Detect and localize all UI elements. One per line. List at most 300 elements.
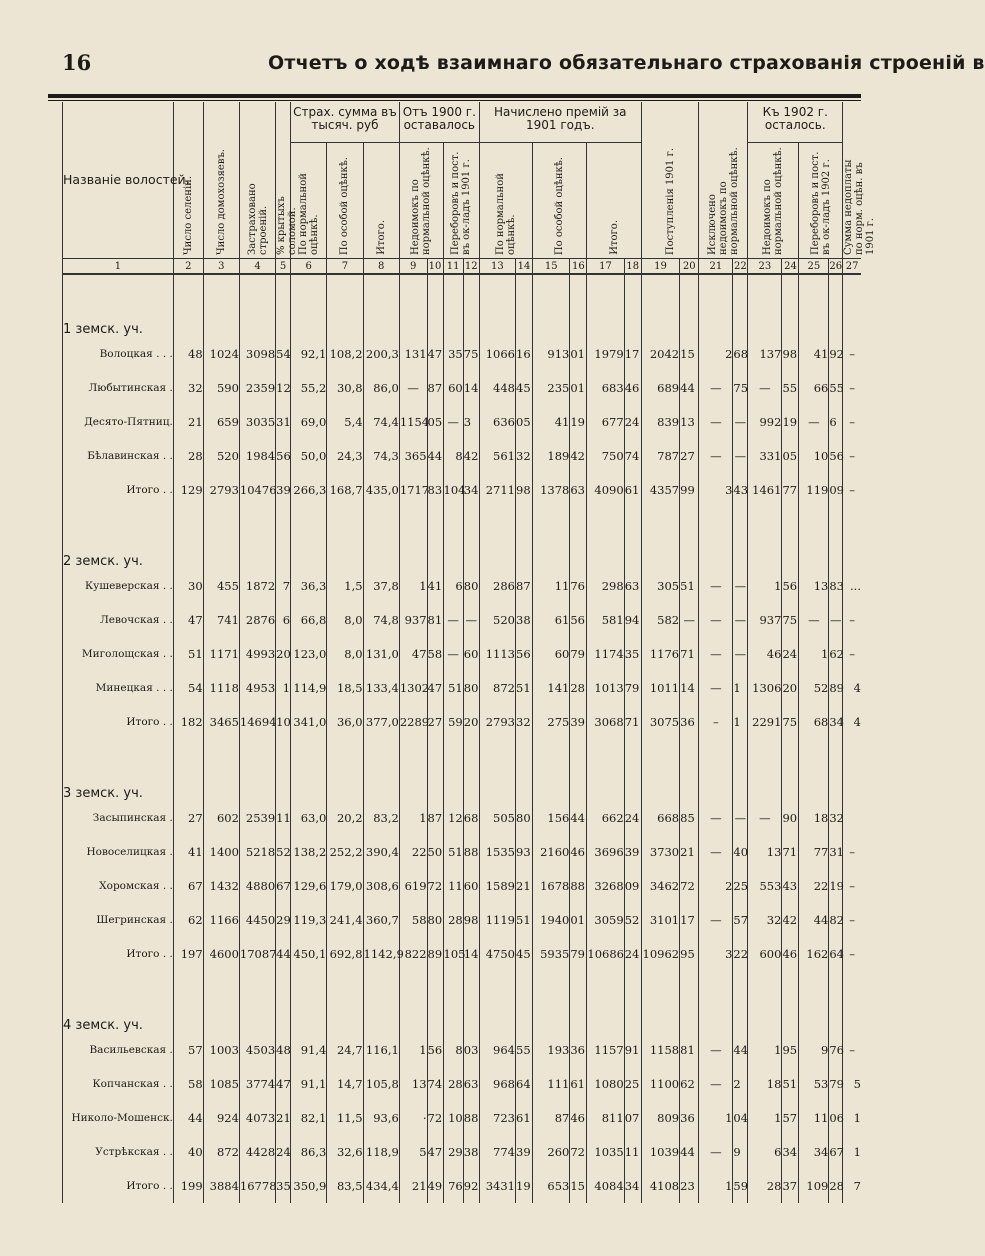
table-cell: 57 bbox=[782, 1101, 799, 1135]
table-cell: 57 bbox=[173, 1033, 203, 1067]
table-cell: 71 bbox=[782, 835, 799, 869]
empty-cell bbox=[479, 274, 515, 337]
table-cell: 66,8 bbox=[291, 603, 327, 637]
column-number: 15 bbox=[533, 259, 570, 275]
empty-cell bbox=[782, 739, 799, 801]
table-cell: 3101 bbox=[641, 903, 679, 937]
table-cell: 787 bbox=[641, 439, 679, 473]
table-cell: 1 bbox=[799, 637, 829, 671]
table-cell: 968 bbox=[479, 1067, 515, 1101]
table-cell: 32 bbox=[173, 371, 203, 405]
table-row bbox=[63, 1101, 862, 1135]
header-ot-pereborov: Переборовъ и пост. въ ок-ладъ 1901 г. bbox=[450, 151, 473, 255]
column-number: 12 bbox=[463, 259, 479, 275]
empty-cell bbox=[327, 507, 363, 569]
table-cell: — bbox=[699, 671, 733, 705]
table-cell: 14 bbox=[463, 371, 479, 405]
table-cell: 27 bbox=[680, 439, 699, 473]
empty-cell bbox=[173, 971, 203, 1033]
table-cell: 24,3 bbox=[327, 439, 363, 473]
table-cell: — bbox=[733, 603, 748, 637]
empty-cell bbox=[399, 274, 427, 337]
header-zastrakhovano: Застраховано строеній. bbox=[246, 183, 269, 255]
table-cell: 1003 bbox=[203, 1033, 239, 1067]
table-cell: 2793 bbox=[203, 473, 239, 507]
table-cell: 9 bbox=[799, 1033, 829, 1067]
section-title: 3 земск. уч. bbox=[63, 739, 174, 801]
empty-cell bbox=[276, 274, 291, 337]
table-cell: 39 bbox=[276, 473, 291, 507]
table-cell: 34 bbox=[463, 473, 479, 507]
table-cell: 10 bbox=[443, 1101, 463, 1135]
table-cell: 68 bbox=[733, 337, 748, 371]
table-cell: 119 bbox=[799, 473, 829, 507]
header-domokhozyaev: Число домохозяевъ. bbox=[215, 148, 227, 255]
volost-name: Николо-Мошенск. bbox=[63, 1101, 174, 1135]
table-cell: 51 bbox=[443, 671, 463, 705]
empty-cell bbox=[748, 507, 782, 569]
table-cell: 8,0 bbox=[327, 603, 363, 637]
section-title: 4 земск. уч. bbox=[63, 971, 174, 1033]
table-cell: 3730 bbox=[641, 835, 679, 869]
table-row bbox=[63, 603, 862, 637]
table-cell: 38 bbox=[463, 1135, 479, 1169]
table-cell: 54 bbox=[173, 671, 203, 705]
table-cell: — bbox=[829, 603, 843, 637]
empty-cell bbox=[570, 507, 587, 569]
empty-cell bbox=[291, 971, 327, 1033]
table-cell: 62 bbox=[680, 1067, 699, 1101]
table-cell: — bbox=[443, 637, 463, 671]
table-cell: 1176 bbox=[641, 637, 679, 671]
empty-cell bbox=[516, 274, 533, 337]
header-nach-itogo: Итого. bbox=[608, 220, 620, 255]
table-cell: 141 bbox=[533, 671, 570, 705]
table-cell: 123,0 bbox=[291, 637, 327, 671]
table-cell: 58 bbox=[427, 637, 443, 671]
table-cell: 89 bbox=[427, 937, 443, 971]
table-cell: 55,2 bbox=[291, 371, 327, 405]
empty-cell bbox=[587, 739, 624, 801]
table-cell: 60 bbox=[463, 869, 479, 903]
table-cell: 47 bbox=[173, 603, 203, 637]
table-cell: 750 bbox=[587, 439, 624, 473]
table-cell: 32 bbox=[748, 903, 782, 937]
table-cell: 2793 bbox=[479, 705, 515, 739]
table-cell: 29 bbox=[443, 1135, 463, 1169]
empty-cell bbox=[699, 274, 733, 337]
table-cell: 75 bbox=[782, 603, 799, 637]
table-cell: 77 bbox=[782, 473, 799, 507]
table-cell: 119,3 bbox=[291, 903, 327, 937]
header-strakh-norm: По нормальной оцѣнкѣ. bbox=[297, 173, 320, 255]
table-cell: 75 bbox=[463, 337, 479, 371]
empty-cell bbox=[570, 739, 587, 801]
table-row bbox=[63, 869, 862, 903]
section-title: 1 земск. уч. bbox=[63, 274, 174, 337]
table-cell: 18 bbox=[799, 801, 829, 835]
table-cell: 1 bbox=[699, 1101, 733, 1135]
table-cell: 5935 bbox=[533, 937, 570, 971]
table-cell: 2876 bbox=[239, 603, 275, 637]
empty-cell bbox=[363, 739, 399, 801]
table-cell: 505 bbox=[479, 801, 515, 835]
table-cell: 64 bbox=[516, 1067, 533, 1101]
table-cell: 131,0 bbox=[363, 637, 399, 671]
table-cell: 1979 bbox=[587, 337, 624, 371]
volost-name: Копчанская . . bbox=[63, 1067, 174, 1101]
table-cell: 37 bbox=[782, 1169, 799, 1203]
table-cell: 98 bbox=[782, 337, 799, 371]
table-cell: 28 bbox=[570, 671, 587, 705]
table-cell: 14694 bbox=[239, 705, 275, 739]
table-row bbox=[63, 705, 862, 739]
table-cell: 20 bbox=[463, 705, 479, 739]
table-cell: 1013 bbox=[587, 671, 624, 705]
table-cell: 4357 bbox=[641, 473, 679, 507]
empty-cell bbox=[748, 971, 782, 1033]
header-k-nedoimok: Недоимокъ по нормальной оцѣнкѣ. bbox=[762, 147, 785, 255]
column-number: 7 bbox=[327, 259, 363, 275]
empty-cell bbox=[733, 971, 748, 1033]
column-number: 5 bbox=[276, 259, 291, 275]
table-cell: 74,3 bbox=[363, 439, 399, 473]
table-cell: 1174 bbox=[587, 637, 624, 671]
table-cell: 01 bbox=[570, 371, 587, 405]
table-cell: — bbox=[699, 637, 733, 671]
table-cell: 774 bbox=[479, 1135, 515, 1169]
table-cell: 20 bbox=[782, 671, 799, 705]
table-cell: 3059 bbox=[587, 903, 624, 937]
table-cell: 156 bbox=[533, 801, 570, 835]
table-cell: 91,4 bbox=[291, 1033, 327, 1067]
empty-cell bbox=[748, 739, 782, 801]
table-cell: 44 bbox=[570, 801, 587, 835]
table-cell: 14 bbox=[680, 671, 699, 705]
table-cell: 839 bbox=[641, 405, 679, 439]
table-cell: 111 bbox=[533, 1067, 570, 1101]
table-cell: 94 bbox=[624, 603, 641, 637]
table-cell: 1432 bbox=[203, 869, 239, 903]
empty-cell bbox=[203, 739, 239, 801]
table-cell: 42 bbox=[570, 439, 587, 473]
empty-cell bbox=[699, 739, 733, 801]
table-cell: 3268 bbox=[587, 869, 624, 903]
table-cell: 68 bbox=[463, 801, 479, 835]
empty-cell bbox=[276, 507, 291, 569]
table-cell: 36 bbox=[570, 1033, 587, 1067]
table-cell: 1024 bbox=[203, 337, 239, 371]
empty-cell bbox=[427, 739, 443, 801]
table-cell: 662 bbox=[587, 801, 624, 835]
table-cell: 80 bbox=[463, 569, 479, 603]
table-cell: 3035 bbox=[239, 405, 275, 439]
table-cell: 3098 bbox=[239, 337, 275, 371]
table-cell: 16 bbox=[516, 337, 533, 371]
table-cell: 600 bbox=[748, 937, 782, 971]
empty-cell bbox=[463, 274, 479, 337]
table-cell: 5218 bbox=[239, 835, 275, 869]
table-cell: 21 bbox=[173, 405, 203, 439]
table-row bbox=[63, 439, 862, 473]
table-cell: – bbox=[843, 405, 861, 439]
table-cell: 241,4 bbox=[327, 903, 363, 937]
table-cell: 56 bbox=[516, 637, 533, 671]
table-cell: 1306 bbox=[748, 671, 782, 705]
table-cell: 12 bbox=[443, 801, 463, 835]
table-cell: 1 bbox=[748, 569, 782, 603]
table-cell: 668 bbox=[641, 801, 679, 835]
table-cell: 24 bbox=[624, 405, 641, 439]
table-cell: 377,0 bbox=[363, 705, 399, 739]
table-cell: – bbox=[843, 937, 861, 971]
empty-cell bbox=[443, 971, 463, 1033]
table-cell: 88 bbox=[463, 1101, 479, 1135]
table-cell: 42 bbox=[782, 903, 799, 937]
empty-cell bbox=[173, 507, 203, 569]
table-cell: 28 bbox=[748, 1169, 782, 1203]
table-cell: — bbox=[748, 801, 782, 835]
table-cell: 677 bbox=[587, 405, 624, 439]
table-cell: 61 bbox=[516, 1101, 533, 1135]
table-cell: 32,6 bbox=[327, 1135, 363, 1169]
table-cell: 91,1 bbox=[291, 1067, 327, 1101]
table-cell: 390,4 bbox=[363, 835, 399, 869]
table-cell: 10962 bbox=[641, 937, 679, 971]
column-numbers-row bbox=[63, 259, 862, 275]
table-cell: 4073 bbox=[239, 1101, 275, 1135]
table-cell: 44 bbox=[276, 937, 291, 971]
table-cell: 683 bbox=[587, 371, 624, 405]
volost-name: Волоцкая . . . bbox=[63, 337, 174, 371]
table-cell: 331 bbox=[748, 439, 782, 473]
table-cell: 179,0 bbox=[327, 869, 363, 903]
empty-cell bbox=[173, 274, 203, 337]
header-rule-thin bbox=[48, 100, 861, 101]
table-cell: 1717 bbox=[399, 473, 427, 507]
table-row bbox=[63, 637, 862, 671]
column-number: 2 bbox=[173, 259, 203, 275]
column-number: 26 bbox=[829, 259, 843, 275]
table-cell: 4880 bbox=[239, 869, 275, 903]
empty-cell bbox=[587, 971, 624, 1033]
group-header-nachisleno: Начислено премій за 1901 годъ. bbox=[479, 102, 641, 143]
table-cell: 47 bbox=[399, 637, 427, 671]
table-cell: 98 bbox=[463, 903, 479, 937]
table-cell: 76 bbox=[570, 569, 587, 603]
table-cell: 59 bbox=[733, 1169, 748, 1203]
table-cell: 22 bbox=[799, 869, 829, 903]
table-cell: 5 bbox=[843, 1067, 861, 1101]
empty-cell bbox=[443, 274, 463, 337]
table-cell: — bbox=[799, 405, 829, 439]
table-cell: 61 bbox=[533, 603, 570, 637]
table-cell: 30,8 bbox=[327, 371, 363, 405]
table-cell: — bbox=[699, 835, 733, 869]
table-cell: 105,8 bbox=[363, 1067, 399, 1101]
page-title: Отчетъ о ходѣ взаимнаго обязательнаго страхованія строеній в bbox=[268, 52, 985, 74]
table-cell: 6 bbox=[276, 603, 291, 637]
table-cell: 5 bbox=[399, 1135, 427, 1169]
table-cell: 602 bbox=[203, 801, 239, 835]
table-cell: 162 bbox=[799, 937, 829, 971]
table-cell: 6 bbox=[443, 569, 463, 603]
table-cell: 79 bbox=[570, 937, 587, 971]
section-row bbox=[63, 274, 862, 337]
table-cell: 79 bbox=[570, 637, 587, 671]
table-cell: — bbox=[699, 1135, 733, 1169]
table-cell: 4993 bbox=[239, 637, 275, 671]
table-cell: 1 bbox=[733, 671, 748, 705]
table-cell: 275 bbox=[533, 705, 570, 739]
table-cell: 653 bbox=[533, 1169, 570, 1203]
table-cell: — bbox=[748, 371, 782, 405]
group-header-strakh: Страх. сумма въ тысяч. руб bbox=[291, 102, 400, 143]
empty-cell bbox=[533, 274, 570, 337]
table-cell: 04 bbox=[733, 1101, 748, 1135]
group-header-ot1900: Отъ 1900 г. оставалось bbox=[399, 102, 479, 143]
table-cell: 133,4 bbox=[363, 671, 399, 705]
table-cell: 137 bbox=[748, 337, 782, 371]
table-cell: 811 bbox=[587, 1101, 624, 1135]
table-cell: — bbox=[699, 439, 733, 473]
empty-cell bbox=[516, 739, 533, 801]
table-cell: 46 bbox=[570, 1101, 587, 1135]
table-cell: 1113 bbox=[479, 637, 515, 671]
empty-cell bbox=[748, 274, 782, 337]
table-cell: 1 bbox=[843, 1135, 861, 1169]
table-cell: 308,6 bbox=[363, 869, 399, 903]
table-cell: 582 bbox=[641, 603, 679, 637]
table-cell: 2 bbox=[733, 1067, 748, 1101]
table-cell: 01 bbox=[570, 903, 587, 937]
table-cell: 520 bbox=[479, 603, 515, 637]
table-cell: — bbox=[699, 405, 733, 439]
table-cell: 32 bbox=[516, 439, 533, 473]
table-cell: 93,6 bbox=[363, 1101, 399, 1135]
table-cell: 85 bbox=[680, 801, 699, 835]
table-cell: 89 bbox=[829, 671, 843, 705]
column-number: 11 bbox=[443, 259, 463, 275]
table-cell: 3075 bbox=[641, 705, 679, 739]
table-cell: 24 bbox=[624, 937, 641, 971]
empty-cell bbox=[624, 739, 641, 801]
table-cell: 92 bbox=[463, 1169, 479, 1203]
table-cell: 68 bbox=[799, 705, 829, 739]
column-number: 14 bbox=[516, 259, 533, 275]
table-cell: 138,2 bbox=[291, 835, 327, 869]
header-seleniy: Число селеній. bbox=[182, 175, 194, 255]
table-cell: 937 bbox=[399, 603, 427, 637]
empty-cell bbox=[587, 507, 624, 569]
volost-name: Минецкая . . . bbox=[63, 671, 174, 705]
table-cell: 118,9 bbox=[363, 1135, 399, 1169]
table-cell: 41 bbox=[427, 569, 443, 603]
empty-cell bbox=[829, 971, 843, 1033]
table-cell: 20 bbox=[276, 637, 291, 671]
column-number: 10 bbox=[427, 259, 443, 275]
table-cell: 44 bbox=[427, 439, 443, 473]
table-cell: 31 bbox=[829, 835, 843, 869]
table-cell: 1 bbox=[399, 801, 427, 835]
table-cell: 67 bbox=[276, 869, 291, 903]
table-cell: 47 bbox=[276, 1067, 291, 1101]
header-strakh-osob: По особой оцѣнкѣ. bbox=[339, 156, 351, 255]
table-cell: 182 bbox=[173, 705, 203, 739]
table-cell: 10 bbox=[276, 705, 291, 739]
table-cell: 80 bbox=[427, 903, 443, 937]
table-cell: 54 bbox=[276, 337, 291, 371]
empty-cell bbox=[276, 971, 291, 1033]
table-cell: 17 bbox=[624, 337, 641, 371]
table-cell: 56 bbox=[782, 569, 799, 603]
table-cell: 51 bbox=[680, 569, 699, 603]
volost-name: Итого . . bbox=[63, 1169, 174, 1203]
volost-name: Бѣлавинская . . bbox=[63, 439, 174, 473]
table-cell: 7 bbox=[276, 569, 291, 603]
table-cell: 91 bbox=[624, 1033, 641, 1067]
table-cell: 4450 bbox=[239, 903, 275, 937]
empty-cell bbox=[570, 274, 587, 337]
table-cell: — bbox=[699, 569, 733, 603]
volost-name: Устрѣкская . . bbox=[63, 1135, 174, 1169]
table-cell: — bbox=[733, 801, 748, 835]
table-cell: 913 bbox=[533, 337, 570, 371]
table-cell: 25 bbox=[624, 1067, 641, 1101]
empty-cell bbox=[829, 739, 843, 801]
empty-cell bbox=[239, 739, 275, 801]
table-cell: 88 bbox=[570, 869, 587, 903]
empty-cell bbox=[641, 507, 679, 569]
table-cell: 63 bbox=[570, 473, 587, 507]
column-number: 6 bbox=[291, 259, 327, 275]
page-number: 16 bbox=[62, 50, 92, 75]
volost-name: Шегринская . bbox=[63, 903, 174, 937]
table-cell: 4108 bbox=[641, 1169, 679, 1203]
table-cell: 24 bbox=[276, 1135, 291, 1169]
empty-cell bbox=[799, 274, 829, 337]
table-cell: 58 bbox=[399, 903, 427, 937]
table-cell: 76 bbox=[443, 1169, 463, 1203]
empty-cell bbox=[291, 274, 327, 337]
table-cell: 17 bbox=[680, 903, 699, 937]
table-cell: 64 bbox=[829, 937, 843, 971]
empty-cell bbox=[399, 739, 427, 801]
header-rule bbox=[48, 94, 861, 98]
empty-cell bbox=[203, 507, 239, 569]
empty-cell bbox=[291, 507, 327, 569]
table-cell: 235 bbox=[533, 371, 570, 405]
table-cell: 83 bbox=[427, 473, 443, 507]
table-cell: 46 bbox=[570, 835, 587, 869]
empty-cell bbox=[829, 274, 843, 337]
table-row bbox=[63, 835, 862, 869]
table-cell: 3774 bbox=[239, 1067, 275, 1101]
column-number: 20 bbox=[680, 259, 699, 275]
table-cell: 3068 bbox=[587, 705, 624, 739]
table-cell: 4428 bbox=[239, 1135, 275, 1169]
empty-cell bbox=[843, 971, 861, 1033]
table-cell: 88 bbox=[463, 835, 479, 869]
empty-cell bbox=[291, 739, 327, 801]
header-nach-osob: По особой оцѣнкѣ. bbox=[554, 156, 566, 255]
table-cell: 1302 bbox=[399, 671, 427, 705]
table-cell: 15 bbox=[570, 1169, 587, 1203]
table-cell: 39 bbox=[516, 1135, 533, 1169]
table-cell: 42 bbox=[463, 439, 479, 473]
table-cell: 1 bbox=[748, 1101, 782, 1135]
empty-cell bbox=[203, 971, 239, 1033]
